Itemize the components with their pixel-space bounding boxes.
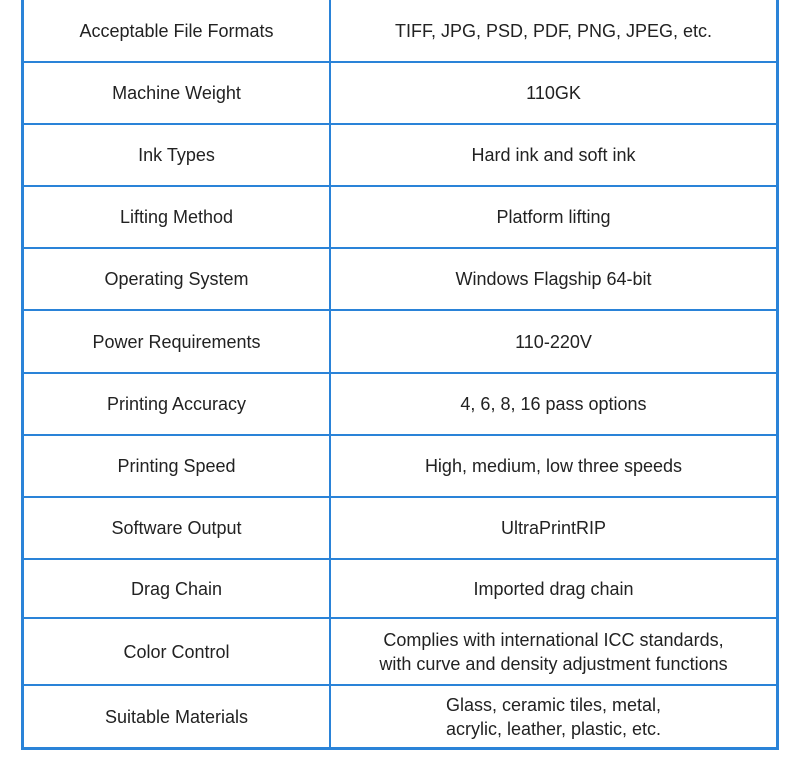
spec-value: TIFF, JPG, PSD, PDF, PNG, JPEG, etc. bbox=[394, 20, 713, 41]
spec-label: Printing Speed bbox=[24, 436, 331, 496]
spec-value: Imported drag chain bbox=[473, 578, 634, 599]
table-row bbox=[24, 374, 776, 436]
table-row bbox=[24, 619, 776, 686]
table-row bbox=[24, 0, 776, 63]
spec-value: Glass, ceramic tiles, metal, acrylic, leather, plastic, etc. bbox=[445, 694, 662, 739]
spec-label: Drag Chain bbox=[24, 560, 331, 617]
spec-value: Hard ink and soft ink bbox=[471, 145, 636, 165]
spec-value: Platform lifting bbox=[496, 207, 611, 227]
table-row bbox=[24, 187, 776, 249]
spec-label: Ink Types bbox=[24, 125, 331, 185]
spec-value: 110-220V bbox=[515, 331, 592, 352]
spec-value: Complies with international ICC standards, with curve and density adjustment functions bbox=[379, 629, 728, 674]
spec-value: 4, 6, 8, 16 pass options bbox=[460, 394, 647, 414]
spec-label: Lifting Method bbox=[24, 187, 331, 247]
spec-value: 110GK bbox=[526, 83, 581, 103]
spec-table bbox=[21, 0, 779, 750]
spec-label: Suitable Materials bbox=[24, 686, 331, 747]
spec-label: Printing Accuracy bbox=[24, 374, 331, 434]
table-row bbox=[24, 686, 776, 747]
table-row bbox=[24, 249, 776, 311]
spec-label: Power Requirements bbox=[24, 311, 331, 372]
table-row bbox=[24, 436, 776, 498]
spec-label: Acceptable File Formats bbox=[24, 0, 331, 61]
table-row bbox=[24, 311, 776, 374]
spec-value: Windows Flagship 64-bit bbox=[455, 269, 652, 289]
spec-value: UltraPrintRIP bbox=[500, 518, 607, 538]
spec-label: Software Output bbox=[24, 498, 331, 558]
spec-label: Machine Weight bbox=[24, 63, 331, 123]
table-row bbox=[24, 125, 776, 187]
spec-value: High, medium, low three speeds bbox=[424, 456, 683, 476]
table-row bbox=[24, 498, 776, 560]
spec-label: Color Control bbox=[24, 619, 331, 684]
spec-label: Operating System bbox=[24, 249, 331, 309]
table-row bbox=[24, 560, 776, 619]
table-row bbox=[24, 63, 776, 125]
